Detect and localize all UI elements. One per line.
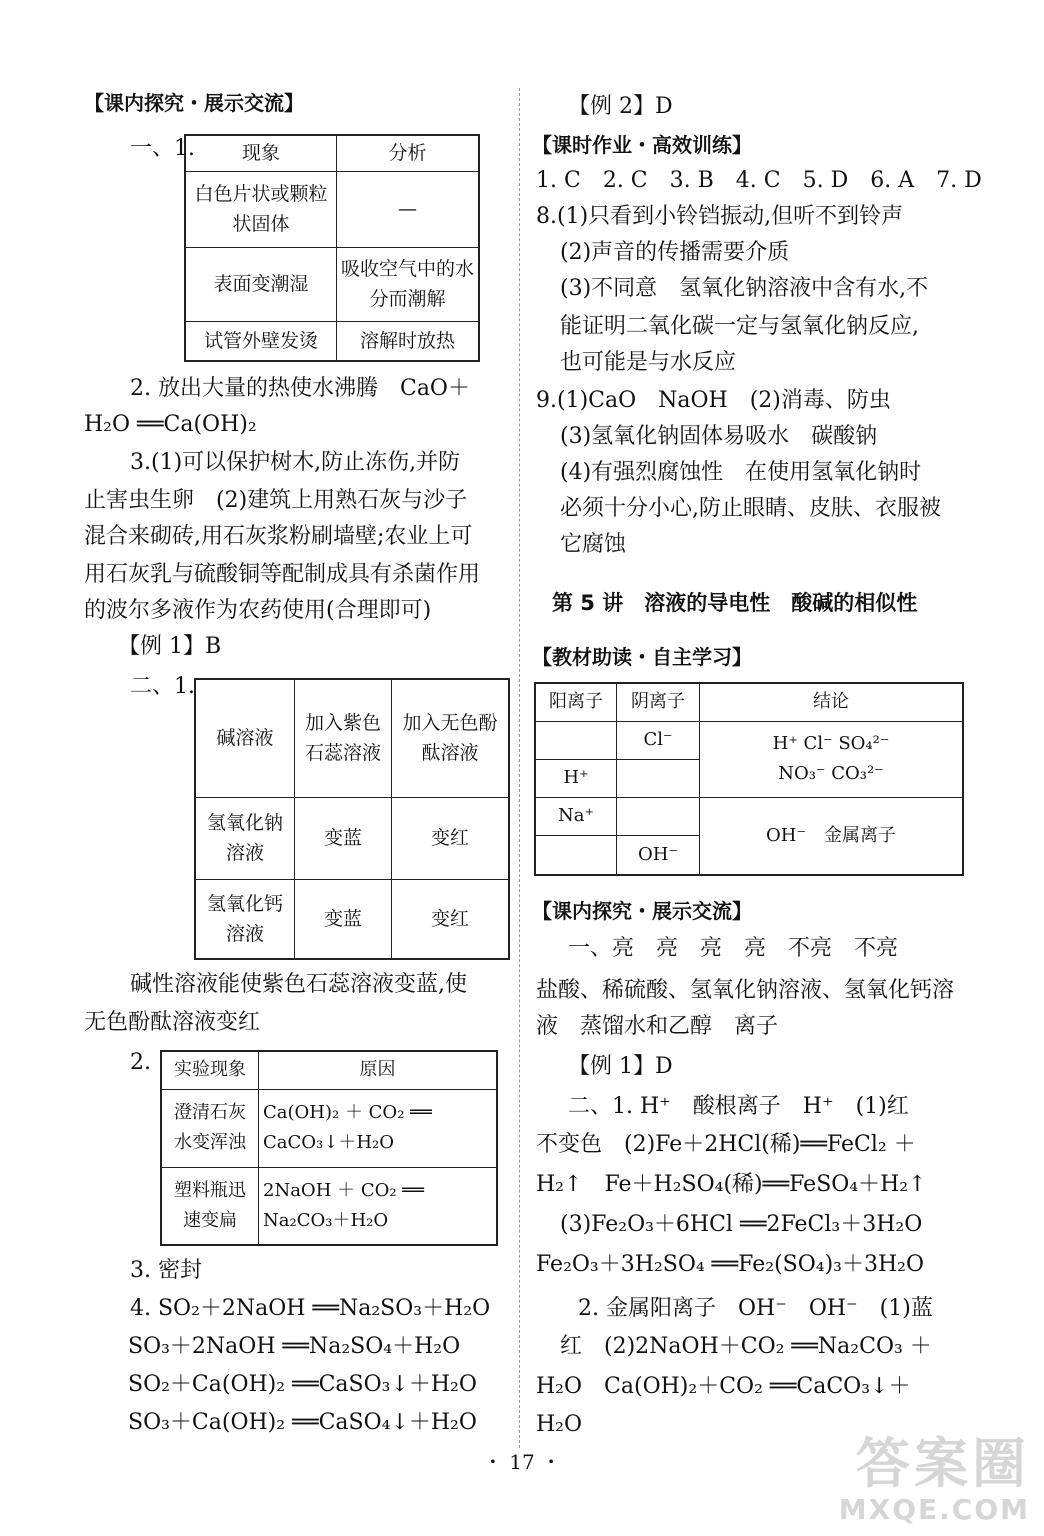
watermark-text: 答案圈: [856, 1432, 1030, 1495]
text-line: 用石灰乳与硫酸铜等配制成具有杀菌作用: [84, 562, 481, 587]
text-line: (3)不同意 氢氧化钠溶液中含有水,不: [560, 276, 929, 301]
text-line: 碱性溶液能使紫色石蕊溶液变蓝,使: [130, 972, 467, 997]
text-line: 也可能是与水反应: [560, 350, 737, 375]
text-line: H₂O ══Ca(OH)₂: [84, 412, 257, 437]
text-line: 二、1. H⁺ 酸根离子 H⁺ (1)红: [568, 1094, 909, 1119]
equation-line: H₂O Ca(OH)₂＋CO₂ ══CaCO₃↓＋: [536, 1374, 911, 1399]
text-line: 2. 放出大量的热使水沸腾 CaO＋: [130, 376, 470, 401]
table-cell: 表面变潮湿: [185, 247, 337, 321]
table-cell: 澄清石灰水变浑浊: [161, 1089, 259, 1167]
text-line: (4)有强烈腐蚀性 在使用氢氧化钠时: [560, 460, 922, 485]
text-line: 液 蒸馏水和乙醇 离子: [536, 1014, 779, 1039]
table-cell: Na⁺: [535, 797, 617, 835]
equation-line: SO₃＋2NaOH ══Na₂SO₄＋H₂O: [128, 1334, 461, 1359]
table-cell: [535, 721, 617, 759]
table-cell: 变红: [392, 797, 510, 879]
equation-line: 4. SO₂＋2NaOH ══Na₂SO₃＋H₂O: [130, 1296, 491, 1321]
example-answer: 【例 1】B: [118, 634, 222, 659]
table-cell: 溶解时放热: [337, 321, 480, 361]
equation-line: H₂↑ Fe＋H₂SO₄(稀)══FeSO₄＋H₂↑: [536, 1172, 927, 1197]
table-cell: [617, 797, 700, 835]
indicator-table: [194, 678, 510, 960]
table-cell: [617, 759, 700, 797]
equation-line: H₂O: [536, 1412, 583, 1437]
table-header: 阴离子: [617, 683, 700, 721]
table-cell: —: [337, 171, 480, 247]
column-divider: [519, 88, 520, 1448]
table-header: 分析: [337, 135, 480, 171]
text-line: 盐酸、稀硫酸、氢氧化钠溶液、氢氧化钙溶: [536, 978, 955, 1003]
text-line: 能证明二氧化碳一定与氢氧化钠反应,: [560, 314, 919, 339]
table-header: 结论: [700, 683, 964, 721]
table-cell: H⁺: [535, 759, 617, 797]
table-header: 现象: [185, 135, 337, 171]
table-header: 实验现象: [161, 1051, 259, 1089]
text-line: (3)氢氧化钠固体易吸水 碳酸钠: [560, 424, 878, 449]
text-line: 3. 密封: [130, 1258, 202, 1283]
page-number: ・ 17 ・: [482, 1450, 562, 1474]
acid-anions: H⁺ Cl⁻ SO₄²⁻: [772, 733, 890, 754]
question-label: 一、1.: [130, 136, 195, 161]
text-line: 它腐蚀: [560, 532, 627, 557]
table-cell: 变蓝: [295, 797, 392, 879]
table-cell: 白色片状或颗粒状固体: [185, 171, 337, 247]
table-cell: 变红: [392, 879, 510, 959]
equation-line: 红 (2)2NaOH＋CO₂ ══Na₂CO₃ ＋: [560, 1334, 932, 1359]
table-cell: Ca(OH)₂ ＋ CO₂ ══ CaCO₃↓＋H₂O: [259, 1089, 498, 1167]
text-line: 一、亮 亮 亮 亮 不亮 不亮: [568, 936, 899, 961]
equation-line: SO₂＋Ca(OH)₂ ══CaSO₃↓＋H₂O: [128, 1372, 477, 1397]
acid-anions-2: NO₃⁻ CO₃²⁻: [778, 763, 884, 784]
table-cell: 变蓝: [295, 879, 392, 959]
table-cell: [700, 721, 964, 797]
phenomenon-table: [184, 134, 480, 362]
table-cell: Cl⁻: [617, 721, 700, 759]
text-line: 3.(1)可以保护树木,防止冻伤,并防: [130, 450, 461, 475]
text-line: 的波尔多液作为农药使用(合理即可): [84, 598, 432, 623]
table-cell: 试管外壁发烫: [185, 321, 337, 361]
equation-line: 不变色 (2)Fe＋2HCl(稀)══FeCl₂ ＋: [536, 1132, 916, 1157]
text-line: (2)声音的传播需要介质: [560, 240, 790, 265]
equation-line: (3)Fe₂O₃＋6HCl ══2FeCl₃＋3H₂O: [560, 1212, 923, 1237]
ion-table: [534, 682, 964, 876]
table-cell: 吸收空气中的水分而潮解: [337, 247, 480, 321]
section-heading: 【课内探究・展示交流】: [84, 91, 304, 115]
watermark-url: MXQE.COM: [838, 1493, 1030, 1526]
table-cell: OH⁻ 金属离子: [700, 797, 964, 875]
table-cell: 塑料瓶迅速变扁: [161, 1167, 259, 1245]
section-heading: 【课时作业・高效训练】: [532, 133, 752, 157]
section-heading: 【教材助读・自主学习】: [532, 645, 752, 669]
text-line: 8.(1)只看到小铃铛振动,但听不到铃声: [536, 204, 904, 229]
watermark-logo: [838, 1432, 1030, 1526]
table-cell: 氢氧化钠溶液: [195, 797, 295, 879]
question-label: 二、1.: [130, 674, 195, 699]
table-header: 加入紫色石蕊溶液: [295, 679, 392, 797]
example-answer: 【例 2】D: [568, 94, 673, 119]
section-heading: 【课内探究・展示交流】: [532, 899, 752, 923]
table-cell: OH⁻: [617, 835, 700, 875]
lesson-title: 第 5 讲 溶液的导电性 酸碱的相似性: [552, 591, 918, 615]
text-line: 9.(1)CaO NaOH (2)消毒、防虫: [536, 388, 891, 413]
text-line: 无色酚酞溶液变红: [84, 1010, 261, 1035]
table-cell: 氢氧化钙溶液: [195, 879, 295, 959]
text-line: 必须十分小心,防止眼睛、皮肤、衣服被: [560, 496, 941, 521]
table-cell: [535, 835, 617, 875]
table-header: 加入无色酚酞溶液: [392, 679, 510, 797]
example-answer: 【例 1】D: [568, 1054, 673, 1079]
text-line: 混合来砌砖,用石灰浆粉刷墙壁;农业上可: [84, 524, 473, 549]
table-header: 阳离子: [535, 683, 617, 721]
equation-line: SO₃＋Ca(OH)₂ ══CaSO₄↓＋H₂O: [128, 1410, 477, 1435]
table-header: 原因: [259, 1051, 498, 1089]
text-line: 止害虫生卵 (2)建筑上用熟石灰与沙子: [84, 488, 468, 513]
table-cell: 2NaOH ＋ CO₂ ══ Na₂CO₃＋H₂O: [259, 1167, 498, 1245]
text-line: 1. C 2. C 3. B 4. C 5. D 6. A 7. D: [536, 168, 982, 193]
text-line: 2. 金属阳离子 OH⁻ OH⁻ (1)蓝: [578, 1296, 933, 1321]
table-header: 碱溶液: [195, 679, 295, 797]
experiment-table: [160, 1050, 498, 1246]
question-label: 2.: [130, 1050, 151, 1075]
equation-line: Fe₂O₃＋3H₂SO₄ ══Fe₂(SO₄)₃＋3H₂O: [536, 1252, 925, 1277]
